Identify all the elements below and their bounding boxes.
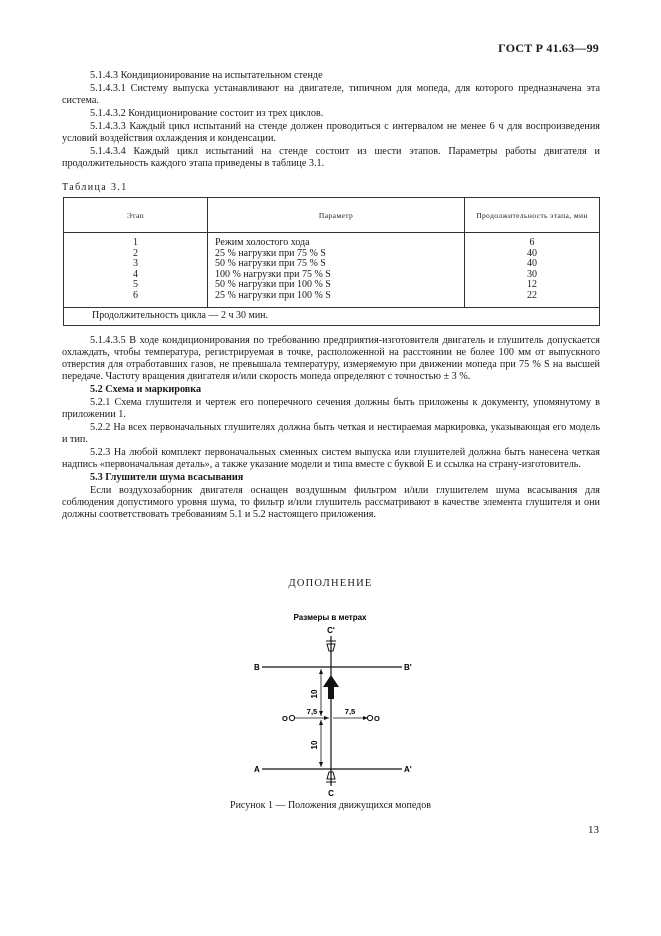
cycle-table bbox=[63, 197, 600, 326]
cell-stage: 6 bbox=[64, 291, 208, 307]
dim-upper-label: 10 bbox=[310, 689, 319, 699]
paragraph: 5.1.4.3.2 Кондиционирование состоит из трех циклов. bbox=[90, 108, 324, 119]
section-text-top bbox=[62, 70, 600, 171]
paragraph: 5.2.2 На всех первоначальных глушителях должна быть четкая и нестираемая маркировка, указывающая его модель и тип. bbox=[62, 422, 600, 445]
paragraph: 5.1.4.3.1 Систему выпуска устанавливают на двигателе, типичном для мопеда, для которого предназначена эта система. bbox=[62, 83, 600, 106]
point-o-left bbox=[289, 715, 294, 720]
cell-stage: 3 bbox=[64, 259, 208, 270]
paragraph: 5.1.4.3 Кондиционирование на испытательном стенде bbox=[90, 70, 323, 81]
cell-parameter: Режим холостого хода bbox=[208, 233, 465, 249]
cell-stage: 2 bbox=[64, 249, 208, 260]
supplement-title: ДОПОЛНЕНИЕ bbox=[288, 578, 373, 589]
table-caption: Таблица 3.1 bbox=[62, 182, 128, 193]
table-row bbox=[64, 259, 600, 270]
section-text-bottom bbox=[62, 335, 600, 522]
figure-caption: Рисунок 1 — Положения движущихся мопедов bbox=[230, 800, 431, 811]
table-row bbox=[64, 291, 600, 307]
label-c-top: C' bbox=[327, 626, 335, 635]
paragraph: 5.2.3 На любой комплект первоначальных сменных систем выпуска или глушителей должна быть нанесена четкая надпись «первоначальная деталь», а также указание модели и типа вместе с буквой E и ссылка на страну-изготовитель. bbox=[62, 447, 600, 470]
cell-stage: 1 bbox=[64, 233, 208, 249]
dimension-left bbox=[294, 707, 329, 720]
dimension-right bbox=[333, 707, 368, 720]
dim-right-label: 7,5 bbox=[344, 707, 356, 716]
header-duration: Продолжительность этапа, мин bbox=[465, 198, 600, 233]
table-row bbox=[64, 233, 600, 249]
document-code: ГОСТ Р 41.63—99 bbox=[498, 41, 599, 55]
cell-duration: 40 bbox=[465, 249, 600, 260]
label-a-right: A' bbox=[404, 765, 412, 774]
cell-total: Продолжительность цикла — 2 ч 30 мин. bbox=[64, 307, 600, 326]
paragraph: Если воздухозаборник двигателя оснащен воздушным фильтром и/или глушителем шума всасывания для соблюдения допустимого уровня шума, то фильтр и/или глушитель рассматривают в качестве элемента глушителя и они должны соответствовать требованиям 5.1 и 5.2 настоящего приложения. bbox=[62, 485, 600, 520]
cell-parameter: 50 % нагрузки при 75 % S bbox=[208, 259, 465, 270]
label-c-bottom: C bbox=[328, 789, 334, 798]
cell-duration: 6 bbox=[465, 233, 600, 249]
paragraph: 5.1.4.3.5 В ходе кондиционирования по требованию предприятия-изготовителя двигатель и глушитель допускается охлаждать, чтобы температура, регистрируемая в точке, расположенной на расстоянии не более 100 мм от выпускного отверстия для отработавших газов, не превышала температуру, измеряемую при движении мопеда при 75 % S на высшей передаче. Частоту вращения двигателя и/или скорость мопеда определяют с точностью ± 3 %. bbox=[62, 335, 600, 382]
paragraph: 5.1.4.3.4 Каждый цикл испытаний на стенде состоит из шести этапов. Параметры работы двигателя и продолжительность каждого этапа приведены в таблице 3.1. bbox=[62, 146, 600, 169]
table-header-row bbox=[64, 198, 600, 233]
cell-stage: 4 bbox=[64, 270, 208, 281]
cell-duration: 22 bbox=[465, 291, 600, 307]
page-number: 13 bbox=[588, 824, 599, 836]
table-total-row bbox=[64, 307, 600, 326]
paragraph: 5.2.1 Схема глушителя и чертеж его поперечного сечения должны быть приложены к документу, упомянутому в приложении 1. bbox=[62, 397, 600, 420]
cell-parameter: 25 % нагрузки при 100 % S bbox=[208, 291, 465, 307]
cell-duration: 30 bbox=[465, 270, 600, 281]
section-heading: 5.3 Глушители шума всасывания bbox=[90, 472, 244, 483]
cell-parameter: 25 % нагрузки при 75 % S bbox=[208, 249, 465, 260]
cell-duration: 12 bbox=[465, 280, 600, 291]
label-o-right: O bbox=[374, 714, 380, 723]
label-b-right: B' bbox=[404, 663, 412, 672]
label-b-left: B bbox=[254, 663, 260, 672]
dim-lower-label: 10 bbox=[310, 740, 319, 750]
cell-duration: 40 bbox=[465, 259, 600, 270]
cell-parameter: 100 % нагрузки при 75 % S bbox=[208, 270, 465, 281]
table-row bbox=[64, 280, 600, 291]
cell-parameter: 50 % нагрузки при 100 % S bbox=[208, 280, 465, 291]
label-a-left: A bbox=[254, 765, 260, 774]
point-o-right bbox=[367, 715, 372, 720]
paragraph: 5.1.4.3.3 Каждый цикл испытаний на стенде должен проводиться с интервалом не менее 6 ч для воспроизведения условий воздействия охлаждения и конденсации. bbox=[62, 121, 600, 144]
figure-title: Размеры в метрах bbox=[293, 613, 367, 622]
dimension-lower bbox=[310, 720, 323, 767]
measurement-diagram bbox=[240, 608, 430, 798]
cell-stage: 5 bbox=[64, 280, 208, 291]
label-o-left: O bbox=[282, 714, 288, 723]
dim-left-label: 7,5 bbox=[306, 707, 318, 716]
header-parameter: Параметр bbox=[208, 198, 465, 233]
section-heading: 5.2 Схема и маркировка bbox=[90, 384, 202, 395]
table-row bbox=[64, 249, 600, 260]
direction-arrow-icon bbox=[323, 675, 339, 699]
header-stage: Этап bbox=[64, 198, 208, 233]
table-row bbox=[64, 270, 600, 281]
